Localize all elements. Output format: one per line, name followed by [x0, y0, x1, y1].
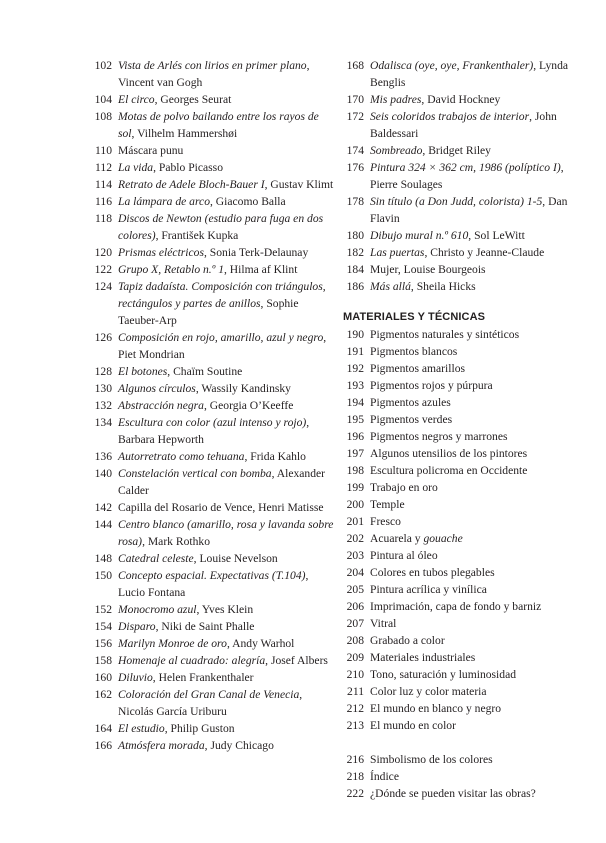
entry-text: Trabajo en oro: [370, 481, 438, 494]
artwork-title: Diluvio: [118, 671, 153, 684]
artwork-title: Dibujo mural n.º 610: [370, 229, 469, 242]
toc-entry: [86, 720, 338, 737]
page-number: 208: [346, 634, 364, 647]
entry-text: La vida, Pablo Picasso: [118, 161, 223, 174]
toc-entry: [338, 496, 578, 513]
toc-entry: [338, 445, 578, 462]
entry-text: Abstracción negra, Georgia O’Keeffe: [118, 399, 294, 412]
toc-entry: [86, 601, 338, 618]
toc-entry: [338, 411, 578, 428]
artwork-title: El botones: [118, 365, 168, 378]
toc-entry: [86, 635, 338, 652]
artwork-title: Tapiz dadaísta. Composición con triángulos, rectángulos y partes de anillos: [118, 280, 326, 310]
page-number: 190: [346, 328, 364, 341]
toc-entry: [338, 244, 578, 261]
entry-text: Constelación vertical con bomba, Alexander Calder: [118, 467, 326, 497]
entry-text: Marilyn Monroe de oro, Andy Warhol: [118, 637, 295, 650]
page-number: 104: [94, 93, 112, 106]
entry-text: El estudio, Philip Guston: [118, 722, 235, 735]
artwork-title: Monocromo azul: [118, 603, 197, 616]
artworks-list-continued: [338, 57, 578, 295]
toc-entry: [338, 159, 578, 193]
page-number: 160: [94, 671, 112, 684]
page-number: 116: [95, 195, 112, 208]
page-number: 162: [94, 688, 112, 701]
page-number: 126: [94, 331, 112, 344]
entry-text: Algunos utensilios de los pintores: [370, 447, 528, 460]
page-number: 136: [94, 450, 112, 463]
artwork-title: Escultura con color (azul intenso y rojo): [118, 416, 307, 429]
entry-text: Pintura 324 × 362 cm, 1986 (políptico I), Pierre Soulages: [370, 161, 564, 191]
page-number: 204: [346, 566, 364, 579]
toc-entry: [338, 261, 578, 278]
entry-text: Pigmentos naturales y sintéticos: [370, 328, 520, 341]
page-number: 222: [346, 787, 364, 800]
entry-text: Concepto espacial. Expectativas (T.104), Lucio Fontana: [118, 569, 309, 599]
toc-entry: [338, 530, 578, 547]
entry-text: Máscara punu: [118, 144, 184, 157]
toc-entry: [338, 564, 578, 581]
toc-entry: [86, 193, 338, 210]
toc-entry: [338, 700, 578, 717]
toc-entry: [338, 513, 578, 530]
entry-text: Color luz y color materia: [370, 685, 487, 698]
entry-text: Disparo, Niki de Saint Phalle: [118, 620, 255, 633]
entry-text: Catedral celeste, Louise Nevelson: [118, 552, 278, 565]
artwork-title: El estudio: [118, 722, 165, 735]
toc-entry: [86, 516, 338, 550]
page-number: 128: [94, 365, 112, 378]
artwork-title: Sombreado: [370, 144, 423, 157]
entry-text: Índice: [370, 770, 399, 783]
toc-entry: [338, 57, 578, 91]
toc-entry: [86, 550, 338, 567]
entry-text: Coloración del Gran Canal de Venecia, Nicolás García Uriburu: [118, 688, 303, 718]
entry-text: Mujer, Louise Bourgeois: [370, 263, 486, 276]
artwork-title: Más allá: [370, 280, 411, 293]
artwork-title: Odalisca (oye, oye, Frankenthaler): [370, 59, 534, 72]
toc-entry: [338, 479, 578, 496]
toc-entry: [86, 380, 338, 397]
artwork-title: Disparo: [118, 620, 156, 633]
page-number: 192: [346, 362, 364, 375]
entry-text: Homenaje al cuadrado: alegría, Josef Albers: [118, 654, 328, 667]
toc-entry: [338, 394, 578, 411]
toc-entry: [86, 414, 338, 448]
page-number: 186: [346, 280, 364, 293]
artwork-title: Homenaje al cuadrado: alegría: [118, 654, 266, 667]
toc-entry: [86, 261, 338, 278]
artwork-title: Constelación vertical con bomba: [118, 467, 272, 480]
toc-entry: [338, 428, 578, 445]
toc-entry: [338, 649, 578, 666]
entry-text: Atmósfera morada, Judy Chicago: [118, 739, 274, 752]
page-number: 134: [94, 416, 112, 429]
page-number: 210: [346, 668, 364, 681]
page-number: 140: [94, 467, 112, 480]
toc-entry: [338, 632, 578, 649]
artwork-title: Grupo X, Retablo n.º 1: [118, 263, 224, 276]
entry-text: ¿Dónde se pueden visitar las obras?: [370, 787, 536, 800]
toc-entry: [338, 343, 578, 360]
toc-entry: [338, 785, 578, 802]
entry-text: El circo, Georges Seurat: [118, 93, 232, 106]
toc-entry: [86, 57, 338, 91]
entry-text: Pigmentos blancos: [370, 345, 458, 358]
artwork-title: Mis padres: [370, 93, 422, 106]
entry-text: La lámpara de arco, Giacomo Balla: [118, 195, 286, 208]
page-number: 198: [346, 464, 364, 477]
page-number: 193: [346, 379, 364, 392]
toc-entry: [86, 108, 338, 142]
page-number: 205: [346, 583, 364, 596]
artwork-title: Centro blanco (amarillo, rosa y lavanda sobre rosa): [118, 518, 334, 548]
toc-entry: [338, 91, 578, 108]
toc-entry: [338, 751, 578, 768]
entry-text: Pintura al óleo: [370, 549, 438, 562]
toc-entry: [338, 598, 578, 615]
entry-text: Discos de Newton (estudio para fuga en dos colores), František Kupka: [118, 212, 324, 242]
toc-entry: [338, 193, 578, 227]
page-number: 154: [94, 620, 112, 633]
page-number: 216: [346, 753, 364, 766]
page-number: 142: [94, 501, 112, 514]
toc-entry: [86, 448, 338, 465]
spacer: [338, 734, 578, 751]
entry-text: Sin título (a Don Judd, colorista) 1-5, Dan Flavin: [370, 195, 568, 225]
toc-entry: [338, 227, 578, 244]
artwork-title: Discos de Newton (estudio para fuga en dos colores): [118, 212, 324, 242]
toc-entry: [338, 717, 578, 734]
page-number: 130: [94, 382, 112, 395]
entry-text: Pigmentos amarillos: [370, 362, 465, 375]
artwork-title: Pintura 324 × 362 cm, 1986 (políptico I): [370, 161, 561, 174]
entry-text: Acuarela y gouache: [370, 532, 463, 545]
entry-text: Retrato de Adele Bloch-Bauer I, Gustav Klimt: [118, 178, 334, 191]
artwork-title: Las puertas: [370, 246, 425, 259]
toc-entry: [86, 686, 338, 720]
page-number: 195: [346, 413, 364, 426]
page-number: 176: [346, 161, 364, 174]
page-number: 164: [94, 722, 112, 735]
artwork-title: Marilyn Monroe de oro: [118, 637, 227, 650]
artwork-title: Coloración del Gran Canal de Venecia: [118, 688, 300, 701]
page-number: 158: [94, 654, 112, 667]
page-number: 203: [346, 549, 364, 562]
artwork-title: Prismas eléctricos: [118, 246, 204, 259]
page-number: 122: [94, 263, 112, 276]
toc-entry: [86, 397, 338, 414]
page-number: 182: [346, 246, 364, 259]
toc-entry: [338, 615, 578, 632]
materials-list: [338, 326, 578, 734]
toc-entry: [338, 768, 578, 785]
page-number: 194: [346, 396, 364, 409]
artwork-title: El circo: [118, 93, 155, 106]
toc-entry: [338, 278, 578, 295]
entry-text: Tono, saturación y luminosidad: [370, 668, 517, 681]
artwork-title: Composición en rojo, amarillo, azul y negro: [118, 331, 324, 344]
entry-text: Colores en tubos plegables: [370, 566, 495, 579]
toc-entry: [86, 499, 338, 516]
entry-text: Imprimación, capa de fondo y barniz: [370, 600, 542, 613]
entry-text: Pigmentos verdes: [370, 413, 453, 426]
toc-entry: [86, 176, 338, 193]
entry-text: Pigmentos azules: [370, 396, 451, 409]
artwork-title: Retrato de Adele Bloch-Bauer I: [118, 178, 265, 191]
artwork-title: Abstracción negra: [118, 399, 204, 412]
left-column: [86, 57, 338, 754]
toc-entry: [338, 360, 578, 377]
toc-entry: [338, 142, 578, 159]
entry-text: Composición en rojo, amarillo, azul y negro, Piet Mondrian: [118, 331, 327, 361]
page-number: 206: [346, 600, 364, 613]
entry-text: Las puertas, Christo y Jeanne-Claude: [370, 246, 545, 259]
page-number: 110: [95, 144, 112, 157]
entry-text: Centro blanco (amarillo, rosa y lavanda sobre rosa), Mark Rothko: [118, 518, 334, 548]
page-number: 120: [94, 246, 112, 259]
page-number: 196: [346, 430, 364, 443]
entry-text: Motas de polvo bailando entre los rayos de sol, Vilhelm Hammershøi: [118, 110, 319, 140]
toc-entry: [86, 142, 338, 159]
page-number: 118: [95, 212, 112, 225]
artwork-title: Catedral celeste: [118, 552, 194, 565]
page-number: 211: [347, 685, 364, 698]
artwork-title: Autorretrato como tehuana: [118, 450, 245, 463]
toc-entry: [338, 326, 578, 343]
page-number: 124: [94, 280, 112, 293]
artwork-title: Seis coloridos trabajos de interior: [370, 110, 530, 123]
toc-entry: [338, 462, 578, 479]
entry-text: Fresco: [370, 515, 401, 528]
page-number: 218: [346, 770, 364, 783]
artwork-title: La vida: [118, 161, 154, 174]
entry-text: El mundo en color: [370, 719, 456, 732]
entry-text: Grupo X, Retablo n.º 1, Hilma af Klint: [118, 263, 298, 276]
entry-text: Sombreado, Bridget Riley: [370, 144, 491, 157]
toc-entry: [338, 666, 578, 683]
page-number: 132: [94, 399, 112, 412]
page-number: 201: [346, 515, 364, 528]
page-number: 213: [346, 719, 364, 732]
entry-text: Algunos círculos, Wassily Kandinsky: [118, 382, 291, 395]
page-number: 168: [346, 59, 364, 72]
page-number: 207: [346, 617, 364, 630]
page-number: 199: [346, 481, 364, 494]
entry-text: Más allá, Sheila Hicks: [370, 280, 476, 293]
toc-entry: [86, 329, 338, 363]
toc-entry: [338, 581, 578, 598]
entry-text: Odalisca (oye, oye, Frankenthaler), Lynda Benglis: [370, 59, 569, 89]
toc-entry: [338, 547, 578, 564]
artwork-title: Atmósfera morada: [118, 739, 205, 752]
entry-text: Simbolismo de los colores: [370, 753, 493, 766]
page-number: 114: [95, 178, 112, 191]
entry-text: Pigmentos rojos y púrpura: [370, 379, 493, 392]
entry-text: Tapiz dadaísta. Composición con triángulos, rectángulos y partes de anillos, Sophie Taeuber-Arp: [118, 280, 326, 327]
page-number: 191: [346, 345, 364, 358]
page-number: 166: [94, 739, 112, 752]
entry-text: Escultura con color (azul intenso y rojo), Barbara Hepworth: [118, 416, 310, 446]
toc-entry: [86, 244, 338, 261]
entry-text: Grabado a color: [370, 634, 445, 647]
page-number: 180: [346, 229, 364, 242]
toc-entry: [86, 278, 338, 329]
entry-text: Vista de Arlés con lirios en primer plano, Vincent van Gogh: [118, 59, 310, 89]
page-number: 197: [346, 447, 364, 460]
page-number: 212: [346, 702, 364, 715]
artwork-title: Algunos círculos: [118, 382, 196, 395]
entry-text: Monocromo azul, Yves Klein: [118, 603, 254, 616]
page-number: 112: [95, 161, 112, 174]
entry-text: Pintura acrílica y vinílica: [370, 583, 487, 596]
entry-text: Dibujo mural n.º 610, Sol LeWitt: [370, 229, 525, 242]
entry-text: Temple: [370, 498, 405, 511]
entry-text: Seis coloridos trabajos de interior, John Baldessari: [370, 110, 557, 140]
entry-text: Mis padres, David Hockney: [370, 93, 501, 106]
page-number: 172: [346, 110, 364, 123]
page-number: 102: [94, 59, 112, 72]
page-number: 202: [346, 532, 364, 545]
artwork-title: Concepto espacial. Expectativas (T.104): [118, 569, 306, 582]
page-number: 209: [346, 651, 364, 664]
toc-entry: [86, 210, 338, 244]
toc-entry: [86, 652, 338, 669]
page-number: 184: [346, 263, 364, 276]
right-column: [338, 57, 578, 802]
page-number: 156: [94, 637, 112, 650]
entry-text: El botones, Chaïm Soutine: [118, 365, 243, 378]
entry-text: Diluvio, Helen Frankenthaler: [118, 671, 254, 684]
artwork-title: Sin título (a Don Judd, colorista) 1-5: [370, 195, 543, 208]
toc-entry: [86, 159, 338, 176]
entry-text: El mundo en blanco y negro: [370, 702, 502, 715]
page-number: 108: [94, 110, 112, 123]
artwork-title: Vista de Arlés con lirios en primer plano: [118, 59, 307, 72]
page-number: 178: [346, 195, 364, 208]
entry-text: Autorretrato como tehuana, Frida Kahlo: [118, 450, 306, 463]
toc-entry: [86, 737, 338, 754]
toc-entry: [338, 683, 578, 700]
artwork-title: gouache: [423, 532, 463, 545]
toc-entry: [86, 91, 338, 108]
section-heading-materiales: MATERIALES Y TÉCNICAS: [343, 311, 486, 323]
page-number: 170: [346, 93, 364, 106]
entry-text: Vitral: [370, 617, 397, 630]
page-number: 144: [94, 518, 112, 531]
toc-entry: [86, 669, 338, 686]
page-number: 174: [346, 144, 364, 157]
toc-entry: [86, 567, 338, 601]
page-number: 150: [94, 569, 112, 582]
entry-text: Escultura policroma en Occidente: [370, 464, 528, 477]
toc-entry: [86, 618, 338, 635]
page-number: 200: [346, 498, 364, 511]
entry-text: Materiales industriales: [370, 651, 476, 664]
artwork-title: Motas de polvo bailando entre los rayos de sol: [118, 110, 319, 140]
entry-text: Capilla del Rosario de Vence, Henri Matisse: [118, 501, 324, 514]
toc-entry: [338, 377, 578, 394]
toc-entry: [338, 108, 578, 142]
entry-text: Prismas eléctricos, Sonia Terk-Delaunay: [118, 246, 309, 259]
closing-list: [338, 751, 578, 802]
artwork-title: La lámpara de arco: [118, 195, 210, 208]
page-number: 148: [94, 552, 112, 565]
page-number: 152: [94, 603, 112, 616]
entry-text: Pigmentos negros y marrones: [370, 430, 508, 443]
toc-entry: [86, 363, 338, 380]
toc-entry: [86, 465, 338, 499]
